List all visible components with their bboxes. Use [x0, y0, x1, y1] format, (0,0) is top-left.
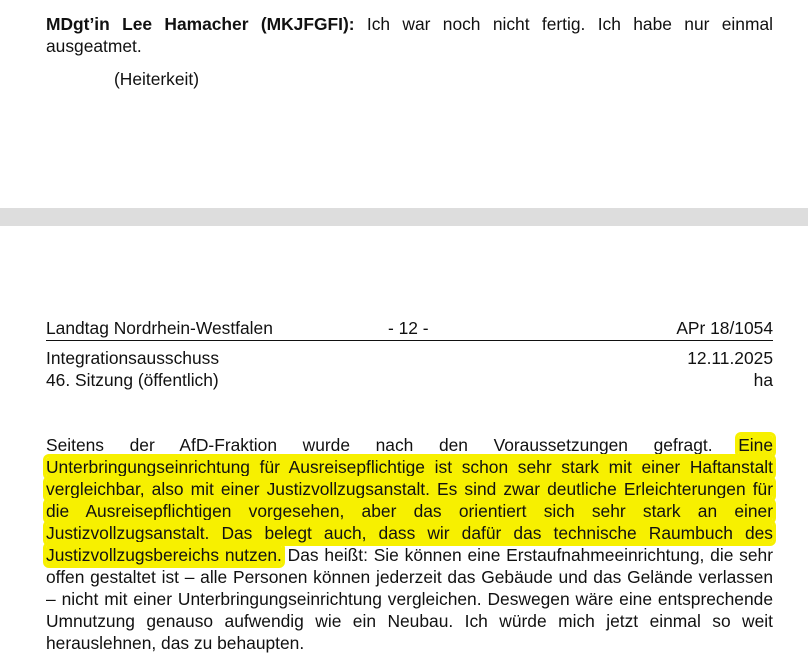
body-rest: Das heißt: Sie können eine Erstaufnahmeeinrichtung, die sehr offen gestaltet ist – alle Personen können jederzeit das Gebäude und das Gelände verlassen – nicht mit einer Unterbringungseinrichtung vergleichen. Deswegen wäre eine entsprechende Umnutzung genauso aufwendig wie ein Neubau. Ich würde mich jetzt einmal so weit herauslehnen, das zu behaupten.: [46, 545, 773, 653]
parliament-name: Landtag Nordrhein-Westfalen: [46, 318, 273, 338]
header-row-2: [46, 347, 773, 369]
page-separator: [0, 208, 808, 226]
interjection: (Heiterkeit): [114, 69, 200, 89]
highlighted-text: Eine Unterbringungseinrichtung für Ausreisepflichtige ist schon sehr stark mit einer Haftanstalt vergleichbar, also mit einer Justizvollzugsanstalt. Es sind zwar deutliche Erleichterungen für die Ausreisepflichtigen vorgesehen, aber das orientiert sich sehr stark an einer Justizvollzugsanstalt. Das belegt auch, dass wir dafür das technische Raumbuch des Justizvollzugsbereichs nutzen.: [46, 435, 773, 565]
body-paragraph: [46, 434, 773, 654]
speaker-text: Ich war noch nicht fertig. Ich habe nur einmal ausgeatmet.: [46, 14, 773, 56]
header-row-3: [46, 369, 773, 391]
protocol-number: APr 18/1054: [676, 318, 773, 338]
page-number: - 12 -: [388, 318, 429, 338]
body-intro: Seitens der AfD-Fraktion wurde nach den Voraussetzungen gefragt.: [46, 435, 739, 455]
recorder-initials: ha: [753, 370, 773, 390]
committee-name: Integrationsausschuss: [46, 348, 220, 368]
speaker-paragraph: [46, 13, 773, 57]
session-date: 12.11.2025: [687, 348, 773, 368]
header-row-1: [46, 317, 773, 339]
session-number: 46. Sitzung (öffentlich): [46, 370, 219, 390]
header-rule: [46, 340, 773, 341]
speaker-name: MDgt’in Lee Hamacher (MKJFGFI):: [46, 14, 355, 34]
